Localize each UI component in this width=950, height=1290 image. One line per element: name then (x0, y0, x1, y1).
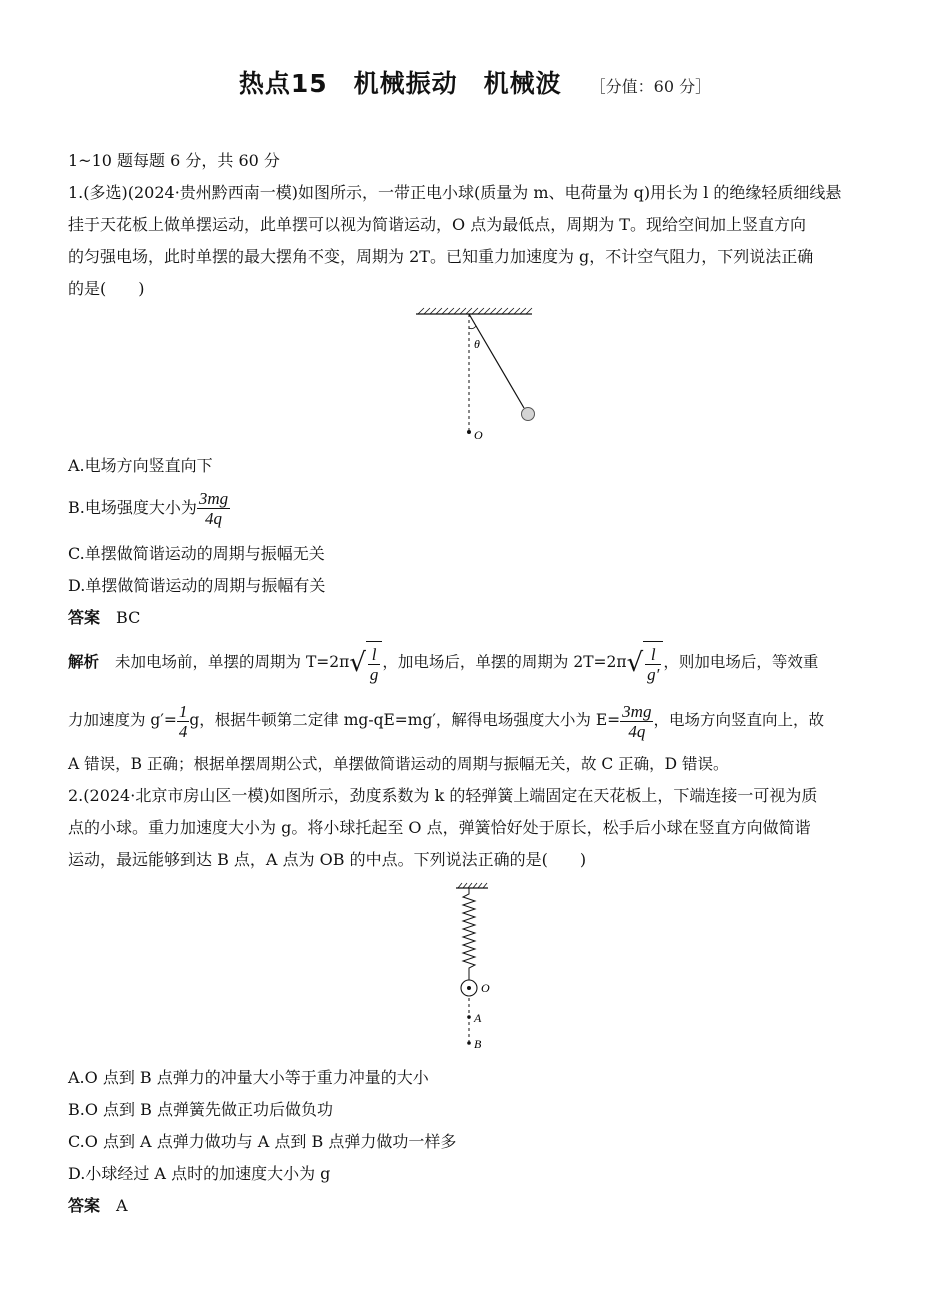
analysis-text-2b: g，根据牛顿第二定律 mg-qE=mg′，解得电场强度大小为 E= (189, 711, 621, 729)
q1-stem-line-4: 的是( ) (68, 279, 145, 298)
q1-stem-line-2: 挂于天花板上做单摆运动，此单摆可以视为简谐运动，O 点为最低点，周期为 T。现给空间加上竖直方向 (68, 215, 806, 234)
q1-analysis-line-3: A 错误，B 正确；根据单摆周期公式，单摆做简谐运动的周期与振幅无关，故 C 正确，D 错误。 (68, 755, 729, 773)
q2-option-c: C.O 点到 A 点弹力做功与 A 点到 B 点弹力做功一样多 (68, 1132, 457, 1151)
q1-option-d: D.单摆做简谐运动的周期与振幅有关 (68, 576, 326, 595)
fraction-3mg-4q-analysis: $\frac{3mg}{4q}$ (622, 701, 652, 741)
q2-stem-line-3: 运动，最远能够到达 B 点，A 点为 OB 的中点。下列说法正确的是( ) (68, 850, 587, 869)
answer-label: 答案 (68, 608, 101, 627)
q1-option-b-prefix: B.电场强度大小为 (68, 498, 197, 517)
sqrt-l-over-g-prime: √ $\frac{l}{g'}$ (627, 640, 664, 686)
point-o-dot (467, 986, 471, 990)
q2-option-b: B.O 点到 B 点弹簧先做正功后做负功 (68, 1100, 333, 1119)
analysis-text-2a: 力加速度为 g′= (68, 711, 177, 729)
q1-option-c: C.单摆做简谐运动的周期与振幅无关 (68, 544, 325, 563)
angle-arc (469, 326, 476, 329)
q1-analysis-line-1 (68, 640, 883, 686)
q2-option-d: D.小球经过 A 点时的加速度大小为 g (68, 1164, 331, 1183)
q2-option-a: A.O 点到 B 点弹力的冲量大小等于重力冲量的大小 (68, 1068, 429, 1087)
analysis-text-1b: ，加电场后，单摆的周期为 2T=2π (382, 653, 627, 671)
q2-stem-line-2: 点的小球。重力加速度大小为 g。将小球托起至 O 点，弹簧恰好处于原长，松手后小球在竖直方向做简谐 (68, 818, 811, 837)
spring-ceiling-hatch (458, 883, 487, 888)
title-row (0, 64, 950, 100)
a-label: A (474, 1011, 482, 1025)
score-note: ［分值：60 分］ (589, 77, 712, 96)
o-label: O (474, 428, 483, 442)
analysis-text-1c: ，则加电场后，等效重 (663, 653, 819, 671)
analysis-label: 解析 (68, 653, 100, 671)
spring-o-label: O (481, 981, 490, 995)
theta-label: θ (474, 337, 480, 351)
q2-answer-label: 答案 (68, 1196, 101, 1215)
spring-figure (448, 882, 508, 1052)
fraction-1-4: $\frac{1}{4}$ (178, 701, 188, 741)
point-o (467, 430, 471, 434)
intro-line: 1~10 题每题 6 分，共 60 分 (68, 151, 280, 170)
page-title: 热点15 机械振动 机械波 (238, 69, 562, 98)
analysis-text-1a: 未加电场前，单摆的周期为 T=2π (115, 653, 350, 671)
fraction-3mg-4q: $\frac{3mg}{4q}$ (198, 489, 229, 528)
q2-stem-line-1: 2.(2024·北京市房山区一模)如图所示，劲度系数为 k 的轻弹簧上端固定在天花板上，下端连接一可视为质 (68, 786, 818, 805)
sqrt-l-over-g: √ $\frac{l}{g}$ (349, 640, 382, 686)
pendulum-string (469, 314, 524, 408)
pendulum-ball (522, 408, 535, 421)
answer-value: BC (116, 608, 141, 627)
q2-answer (68, 1196, 883, 1216)
q1-stem-line-1: 1.(多选)(2024·贵州黔西南一模)如图所示，一带正电小球(质量为 m、电荷量为 q)用长为 l 的绝缘轻质细线悬 (68, 183, 842, 202)
q1-option-b (68, 488, 883, 528)
point-b (467, 1041, 471, 1045)
q1-stem-line-3: 的匀强电场，此时单摆的最大摆角不变，周期为 2T。已知重力加速度为 g，不计空气阻力，下列说法正确 (68, 247, 814, 266)
q1-option-a: A.电场方向竖直向下 (68, 456, 213, 475)
q1-analysis-line-2 (68, 698, 883, 742)
pendulum-figure (410, 306, 540, 448)
q2-answer-value: A (116, 1196, 128, 1215)
q1-answer (68, 608, 883, 628)
spring-coil (463, 888, 475, 980)
ceiling-hatch (418, 308, 532, 314)
point-a (467, 1015, 471, 1019)
analysis-text-2c: ，电场方向竖直向上，故 (653, 711, 824, 729)
b-label: B (474, 1037, 482, 1051)
